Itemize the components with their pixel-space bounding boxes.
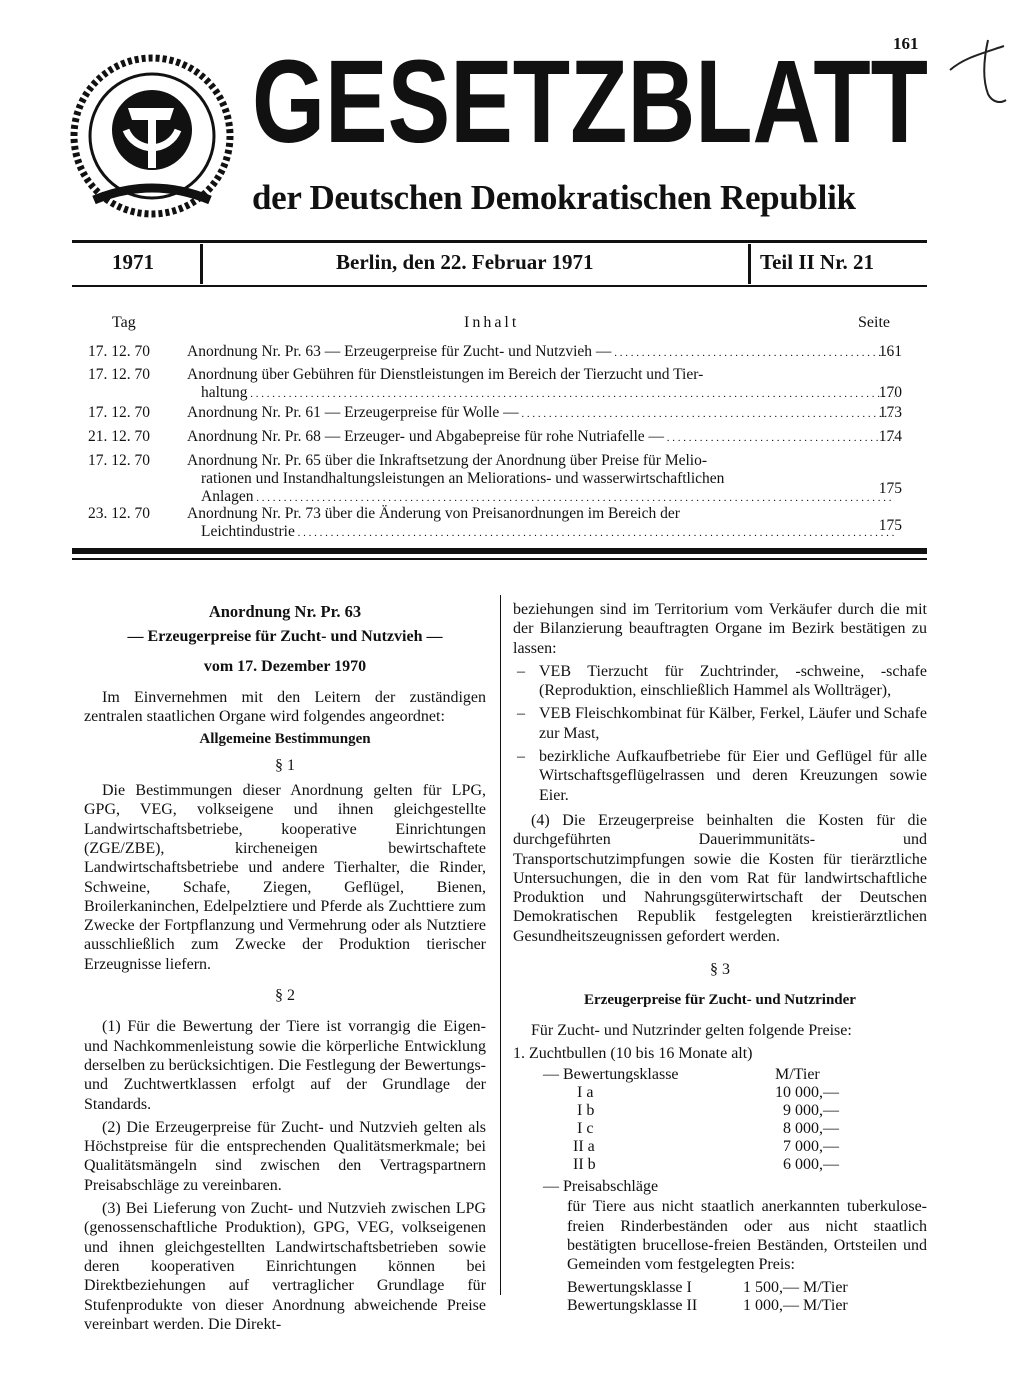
toc-page: 175: [878, 480, 902, 497]
contents-rule-thick: [72, 548, 927, 554]
masthead-rule-top: [72, 240, 927, 243]
unit-column-label: M/Tier: [775, 1066, 820, 1084]
discount-price: 1 000,— M/Tier: [743, 1297, 848, 1315]
toc-title: rationen und Instandhaltungsleistungen an Meliorations- und wasserwirtschaftlichen: [201, 470, 725, 487]
paragraph-text: Für Zucht- und Nutzrinder gelten folgende Preise:: [531, 1021, 852, 1039]
paragraph-text: (3) Bei Lieferung von Zucht- und Nutzvieh zwischen LPG (genossenschaftliche Produktion), GPG, VEG, volkseigenen und ihnen gleichgestellten Landwirtschaftsbetrieben sowie deren kooperativen Einrichtungen können bei Direktbeziehungen auf vertraglicher Grundlage für Stufenprodukte von dieser Anordnung abweichende Preise vereinbart werden. Die Direkt-: [84, 1200, 486, 1333]
column-divider: [500, 595, 501, 1295]
handwritten-mark: [944, 28, 1014, 108]
toc-date: 21. 12. 70: [88, 428, 150, 445]
paragraph-mark: § 3: [710, 961, 730, 979]
issue-place-date: Berlin, den 22. Februar 1971: [336, 250, 594, 274]
list-item: – VEB Tierzucht für Zuchtrinder, -schweine, -schafe (Reproduktion, einschließlich Hammel als Wollträger),: [513, 662, 927, 701]
class-price: 9 000,—: [783, 1102, 839, 1120]
list-item: 1. Zuchtbullen (10 bis 16 Monate alt): [513, 1044, 753, 1062]
toc-date: 17. 12. 70: [88, 343, 150, 360]
list-item: – bezirkliche Aufkaufbetriebe für Eier und Geflügel für alle Wirtschaftsgeflügelrassen und deren Kreuzungen sowie Eier.: [513, 747, 927, 805]
toc-page: 173: [878, 404, 902, 421]
class-price: 7 000,—: [783, 1138, 839, 1156]
paragraph-text: Die Bestimmungen dieser Anordnung gelten für LPG, GPG, VEG, volkseigene und ihnen gleichgestellte Landwirtschaftsbetriebe, kooperative Einrichtungen (ZGE/ZBE), kircheneigen bewirtschaftete Landwirtschaftsbetriebe und andere Tierhalter, die Rinder, Schweine, Schafe, Ziegen, Geflügel, Bienen, Broilerkaninchen, Edelpelztiere und Pferde als Zuchttiere zum Zwecke der Fortpflanzung und Vermehrung oder als Nutztiere ausschließlich zum Zwecke der Produktion tierischer Erzeugnisse liefern.: [84, 782, 486, 973]
paragraph-mark: § 1: [275, 756, 295, 774]
toc-page: 161: [878, 343, 902, 360]
paragraph-text: (1) Für die Bewertung der Tiere ist vorrangig die Eigen- und Nachkommenleistung sowie die körperliche Entwicklung derselben zu berücksichtigen. Die Festlegung der Bewertungs- und Zuchtwertklassen erfolgt auf der Grundlage der Standards.: [84, 1018, 486, 1113]
toc-row: [72, 404, 902, 422]
class-price: 6 000,—: [783, 1156, 839, 1174]
toc-title: Leichtindustrie . . .: [187, 523, 895, 542]
price-row: [513, 1155, 927, 1173]
state-emblem-icon: [66, 50, 238, 222]
right-column: [513, 600, 927, 1314]
toc-title: Anordnung Nr. Pr. 65 über die Inkraftsetzung der Anordnung über Preise für Melio-: [187, 452, 707, 469]
discount-class: Bewertungsklasse I: [567, 1279, 692, 1297]
paragraph-text: (4) Die Erzeugerpreise beinhalten die Kosten für die durchgeführten Dauerimmunitäts- und Transportschutzimpfungen sowie die Kosten für tierärztliche Untersuchungen, die in den vom Rat für landwirtschaftliche Produktion und Nahrungsgüterwirtschaft der Deutschen Demokratischen Republik festgelegten kreistierärztlichen Gesundheitszeugnissen gefordert werden.: [513, 811, 927, 945]
toc-date: 23. 12. 70: [88, 505, 150, 522]
toc-page: 175: [878, 517, 902, 534]
page-number: 161: [893, 34, 919, 53]
toc-title: Anlagen . . .: [187, 488, 895, 507]
toc-date: 17. 12. 70: [88, 404, 150, 421]
toc-date: 17. 12. 70: [88, 452, 150, 469]
ordinance-date: vom 17. Dezember 1970: [203, 657, 367, 675]
class-name: II a: [573, 1138, 595, 1156]
ordinance-title: Anordnung Nr. Pr. 63: [208, 602, 362, 621]
toc-row: [72, 366, 902, 402]
issue-year: 1971: [112, 250, 154, 274]
toc-row: [72, 428, 902, 446]
list-item: – VEB Fleischkombinat für Kälber, Ferkel, Läufer und Schafe zur Mast,: [513, 704, 927, 743]
class-price: 8 000,—: [783, 1120, 839, 1138]
ordinance-subtitle: — Erzeugerpreise für Zucht- und Nutzvieh —: [127, 628, 443, 646]
discount-label: — Preisabschläge: [543, 1178, 659, 1196]
class-name: I c: [577, 1120, 594, 1138]
paragraph-text: (2) Die Erzeugerpreise für Zucht- und Nutzvieh gelten als Höchstpreise für die entsprechenden Qualitätsmerkmale; bei Qualitätsmängeln sind zwischen den Vertragspartnern Preisabschläge zu vereinbaren.: [84, 1118, 486, 1194]
class-name: I b: [577, 1102, 595, 1120]
section-heading: Erzeugerpreise für Zucht- und Nutzrinder: [584, 992, 856, 1009]
discount-row: [513, 1296, 927, 1314]
toc-header-date: Tag: [112, 314, 136, 331]
toc-header-content: Inhalt: [464, 314, 520, 331]
masthead-subtitle: der Deutschen Demokratischen Republik: [252, 178, 856, 217]
class-name: II b: [573, 1156, 596, 1174]
price-row: [513, 1083, 927, 1101]
paragraph-text: beziehungen sind im Territorium vom Verkäufer durch die mit der Bilanzierung beauftragten Organe im Bezirk bestätigen zu lassen:: [513, 601, 927, 657]
toc-header-page: Seite: [858, 314, 890, 331]
masthead-title: [252, 44, 928, 154]
toc-row: [72, 343, 902, 361]
svg-text:GESETZBLATT: GESETZBLATT: [252, 44, 928, 154]
issue-part-number: Teil II Nr. 21: [760, 250, 874, 274]
contents-rule-thin: [72, 558, 927, 560]
price-row: [513, 1119, 927, 1137]
class-price: 10 000,—: [775, 1084, 839, 1102]
toc-page: 170: [878, 384, 902, 401]
toc-row: [72, 505, 902, 541]
left-column: [84, 602, 486, 1338]
discount-row: [513, 1278, 927, 1296]
price-table-header: [513, 1065, 927, 1083]
discount-class: Bewertungsklasse II: [567, 1297, 698, 1315]
issue-bar-divider: [748, 244, 751, 284]
price-row: [513, 1101, 927, 1119]
discount-text: für Tiere aus nicht staatlich anerkannten tuberkulose-freien Rinderbeständen oder aus nicht staatlich bestätigten brucellose-freien Beständen, Ortsteilen und Gemeinden vom festgelegten Preis:: [567, 1198, 927, 1274]
discount-price: 1 500,— M/Tier: [743, 1279, 848, 1297]
issue-bar-divider: [200, 244, 203, 284]
toc-row: [72, 452, 902, 506]
toc-page: 174: [878, 428, 902, 445]
ordinance-intro: Im Einvernehmen mit den Leitern der zuständigen zentralen staatlichen Organe wird folgendes angeordnet:: [84, 688, 486, 726]
class-column-label: — Bewertungsklasse: [543, 1066, 679, 1084]
discount-header: [513, 1177, 927, 1195]
class-name: I a: [577, 1084, 594, 1102]
toc-title: Anordnung Nr. Pr. 63 — Erzeugerpreise für Zucht- und Nutzvieh — . . .: [187, 343, 895, 362]
toc-title: Anordnung Nr. Pr. 61 — Erzeugerpreise für Wolle — . . .: [187, 404, 895, 423]
price-row: [513, 1137, 927, 1155]
toc-date: 17. 12. 70: [88, 366, 150, 383]
issue-bar: [72, 244, 927, 284]
toc-title: Anordnung über Gebühren für Dienstleistungen im Bereich der Tierzucht und Tier-: [187, 366, 704, 383]
toc-title: Anordnung Nr. Pr. 68 — Erzeuger- und Abgabepreise für rohe Nutriafelle — . . .: [187, 428, 895, 447]
section-heading: Allgemeine Bestimmungen: [199, 731, 371, 748]
paragraph-mark: § 2: [275, 987, 295, 1005]
toc-title: Anordnung Nr. Pr. 73 über die Änderung von Preisanordnungen im Bereich der: [187, 505, 680, 522]
masthead-rule-bottom: [72, 285, 927, 287]
toc-title: haltung . . .: [187, 384, 895, 403]
